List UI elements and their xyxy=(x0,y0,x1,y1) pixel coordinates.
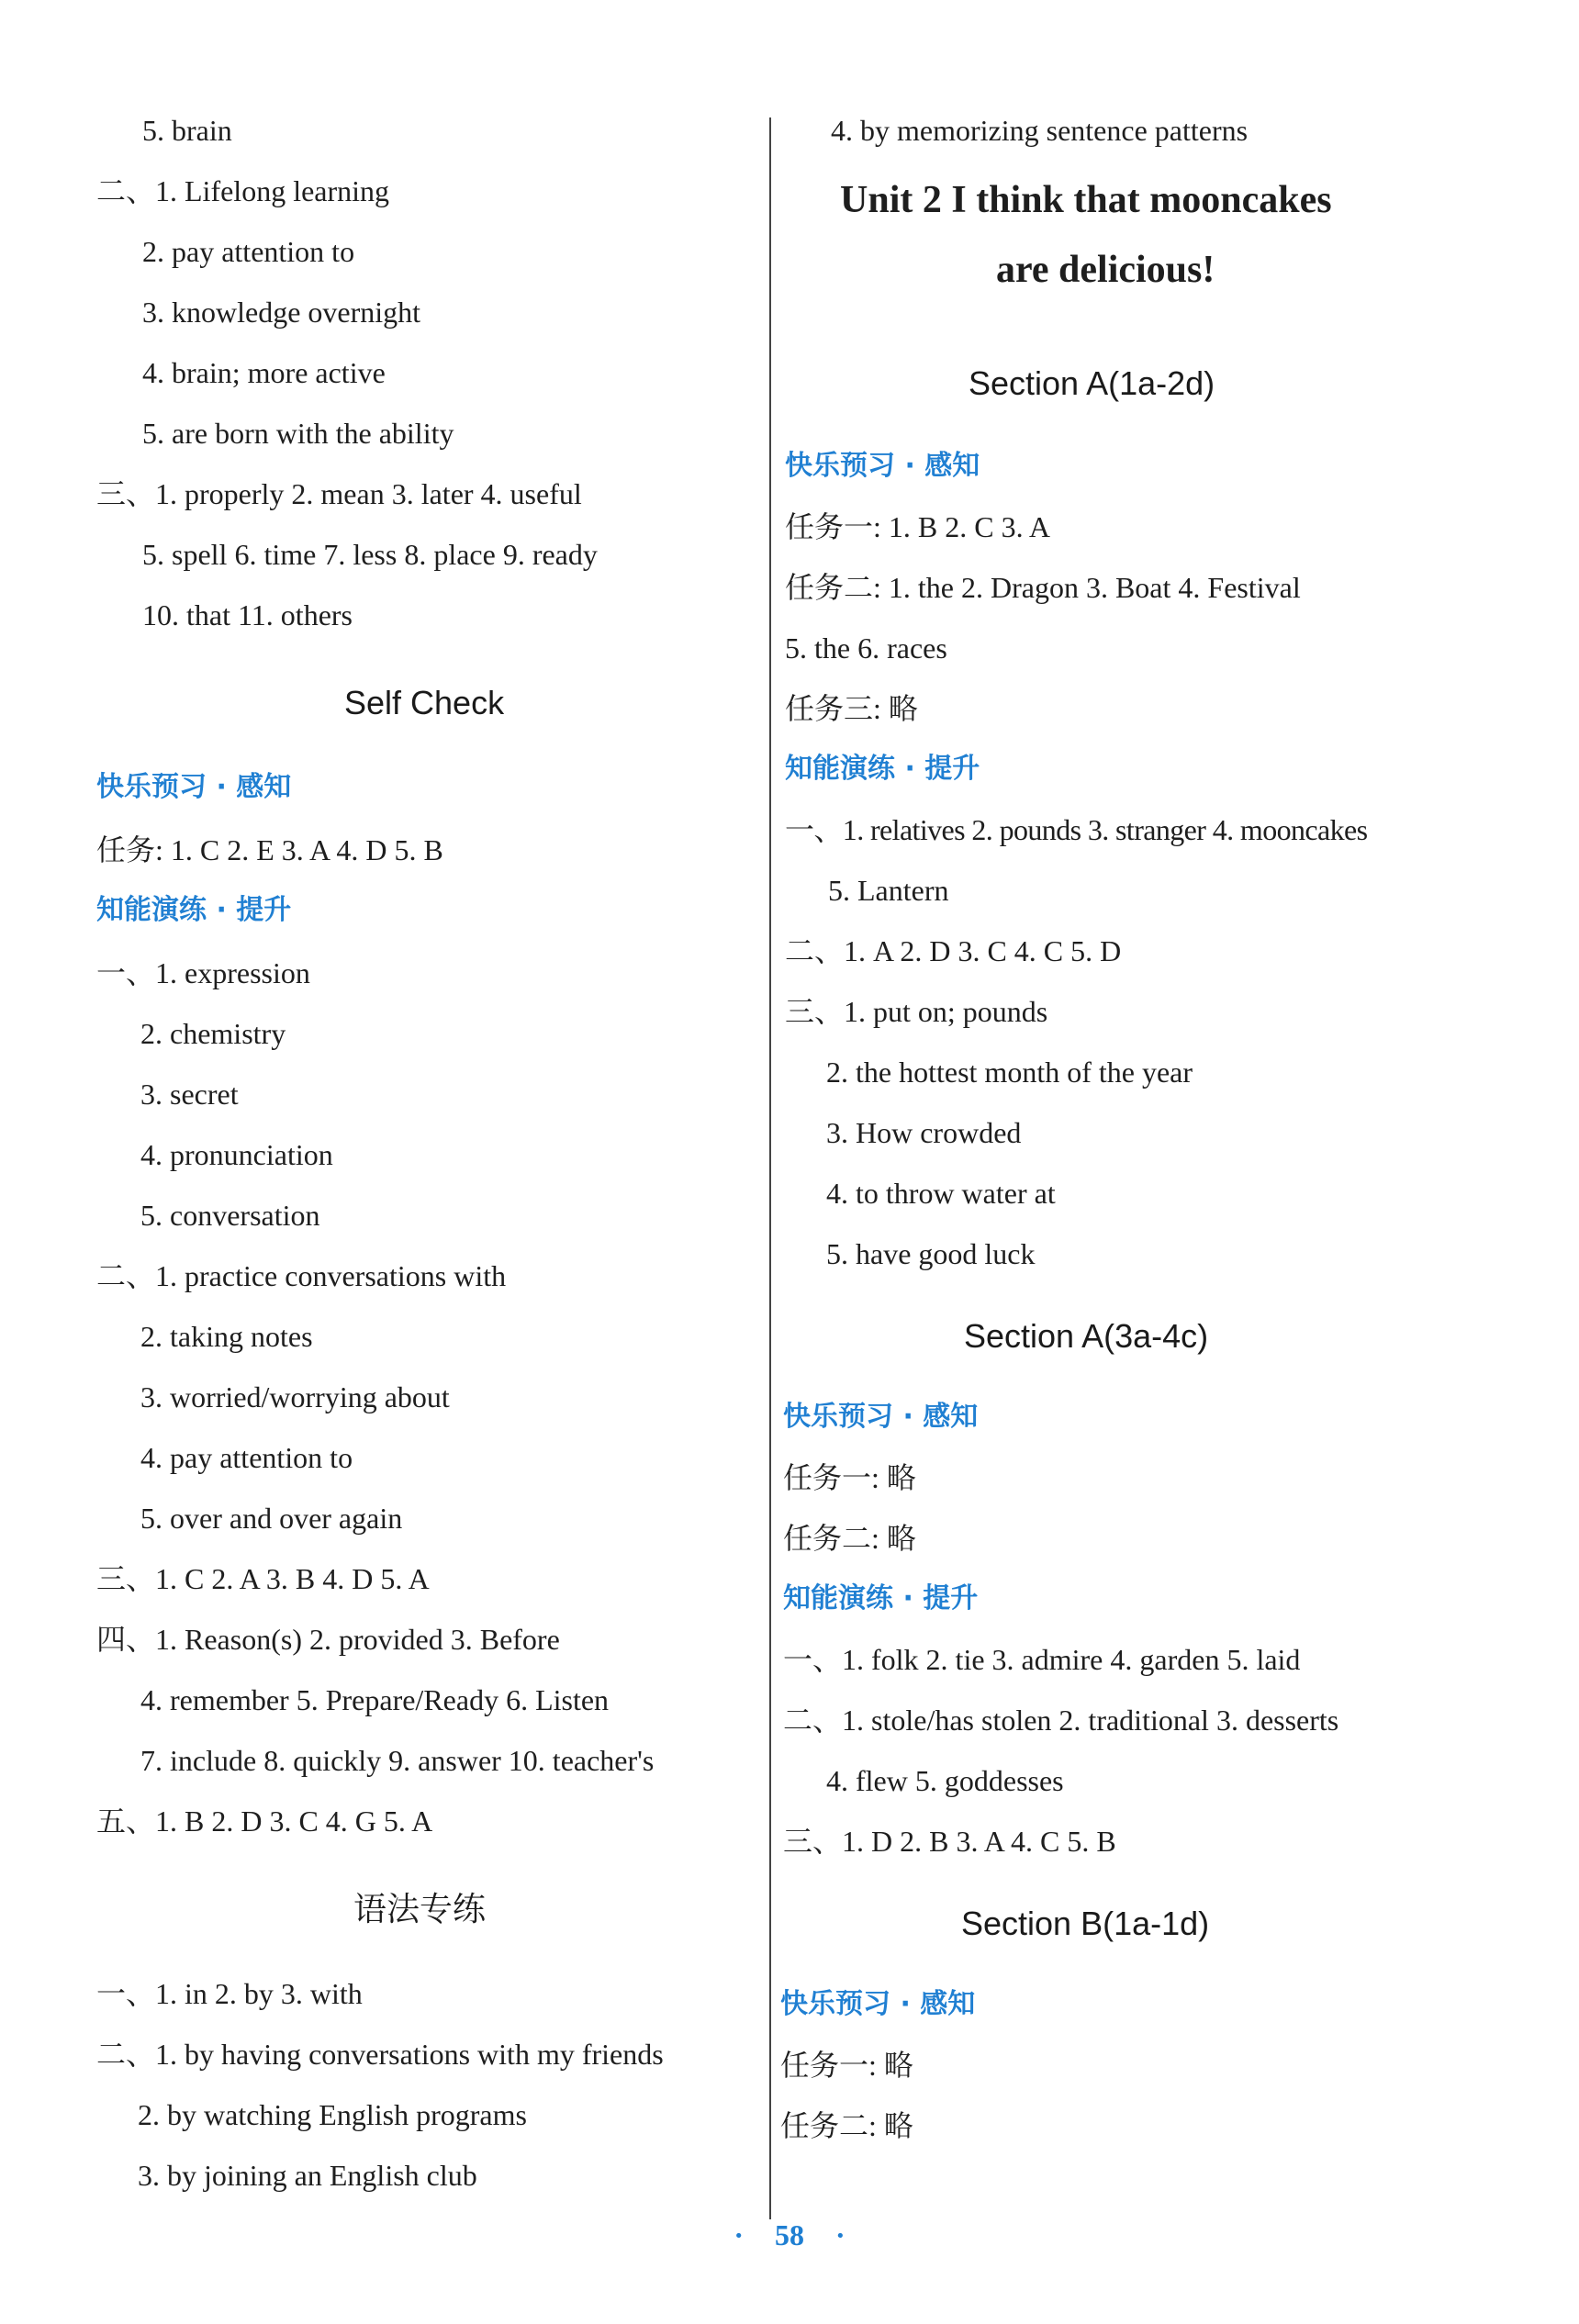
section-heading-self-check: Self Check xyxy=(344,684,505,721)
answer-line: 五、1. B 2. D 3. C 4. G 5. A xyxy=(96,1804,433,1838)
column-divider xyxy=(769,117,771,2219)
answer-line: 5. Lantern xyxy=(828,874,949,907)
answer-line: 二、1. by having conversations with my friends xyxy=(96,2038,664,2071)
answer-line: 任务一: 略 xyxy=(783,1461,916,1494)
answer-line: 三、1. C 2. A 3. B 4. D 5. A xyxy=(96,1562,430,1595)
answer-line: 3. How crowded xyxy=(826,1116,1022,1149)
subsection-heading-preview: 快乐预习 · 感知 xyxy=(783,1401,979,1433)
section-heading: Section A(3a-4c) xyxy=(964,1317,1209,1355)
answer-line: 5. spell 6. time 7. less 8. place 9. ready xyxy=(142,538,598,571)
answer-line: 二、1. practice conversations with xyxy=(96,1259,507,1292)
answer-line: 一、1. folk 2. tie 3. admire 4. garden 5. laid xyxy=(783,1643,1301,1676)
answer-line: 一、1. expression xyxy=(96,956,310,989)
answer-line: 二、1. A 2. D 3. C 4. C 5. D xyxy=(785,934,1122,967)
answer-line: 4. flew 5. goddesses xyxy=(826,1764,1064,1797)
answer-line: 3. worried/worrying about xyxy=(140,1380,450,1413)
subsection-heading-preview: 快乐预习 · 感知 xyxy=(780,1988,976,2020)
section-heading-grammar: 语法专练 xyxy=(353,1890,487,1927)
answer-line: 5. over and over again xyxy=(140,1502,403,1535)
answer-line: 7. include 8. quickly 9. answer 10. teacher's xyxy=(140,1744,655,1777)
answer-line: 三、1. D 2. B 3. A 4. C 5. B xyxy=(783,1825,1116,1858)
answer-line: 任务三: 略 xyxy=(785,692,918,725)
answer-line: 2. pay attention to xyxy=(142,235,355,268)
answer-line: 2. taking notes xyxy=(140,1320,313,1353)
answer-line: 四、1. Reason(s) 2. provided 3. Before xyxy=(96,1623,560,1656)
answer-line: 4. brain; more active xyxy=(142,356,386,389)
answer-line: 4. by memorizing sentence patterns xyxy=(831,114,1249,147)
answer-line: 5. conversation xyxy=(140,1199,320,1232)
answer-line: 一、1. relatives 2. pounds 3. stranger 4. mooncakes xyxy=(785,813,1368,846)
answer-line: 3. secret xyxy=(140,1078,239,1111)
subsection-heading-practice: 知能演练 · 提升 xyxy=(96,894,292,926)
answer-line: 3. knowledge overnight xyxy=(142,296,421,329)
answer-line: 2. by watching English programs xyxy=(138,2098,527,2131)
unit-title-line-2: are delicious! xyxy=(996,249,1215,291)
answer-line: 任务二: 略 xyxy=(780,2109,913,2142)
subsection-heading-practice: 知能演练 · 提升 xyxy=(783,1582,979,1615)
answer-line: 任务: 1. C 2. E 3. A 4. D 5. B xyxy=(96,833,443,866)
answer-line: 3. by joining an English club xyxy=(138,2159,477,2192)
footer-dot: · xyxy=(835,2218,845,2251)
answer-line: 任务二: 略 xyxy=(783,1522,916,1555)
answer-line: 4. pronunciation xyxy=(140,1138,333,1171)
answer-line: 任务二: 1. the 2. Dragon 3. Boat 4. Festival xyxy=(785,571,1301,604)
answer-line: 5. the 6. races xyxy=(785,631,947,665)
section-heading: Section B(1a-1d) xyxy=(961,1905,1210,1942)
footer-dot: · xyxy=(734,2218,744,2251)
unit-title-line-1: Unit 2 I think that mooncakes xyxy=(840,179,1332,221)
answer-line: 4. pay attention to xyxy=(140,1441,353,1474)
answer-line: 2. the hottest month of the year xyxy=(826,1056,1193,1089)
answer-line: 任务一: 略 xyxy=(780,2049,913,2082)
answer-line: 4. to throw water at xyxy=(826,1177,1056,1210)
answer-line: 二、1. stole/has stolen 2. traditional 3. desserts xyxy=(783,1704,1339,1737)
answer-line: 二、1. Lifelong learning xyxy=(96,174,390,207)
subsection-heading-preview: 快乐预习 · 感知 xyxy=(785,450,980,482)
answer-line: 三、1. put on; pounds xyxy=(785,995,1048,1028)
answer-line: 10. that 11. others xyxy=(142,598,353,631)
section-heading: Section A(1a-2d) xyxy=(969,364,1215,402)
subsection-heading-preview: 快乐预习 · 感知 xyxy=(96,771,292,803)
answer-line: 2. chemistry xyxy=(140,1017,286,1050)
answer-line: 5. have good luck xyxy=(826,1237,1036,1270)
answer-line: 4. remember 5. Prepare/Ready 6. Listen xyxy=(140,1683,610,1716)
answer-line: 任务一: 1. B 2. C 3. A xyxy=(785,510,1050,543)
page-footer xyxy=(0,2217,1579,2253)
answer-line: 三、1. properly 2. mean 3. later 4. useful xyxy=(96,477,582,510)
page-number: 58 xyxy=(775,2218,804,2251)
subsection-heading-practice: 知能演练 · 提升 xyxy=(785,753,980,785)
answer-line: 5. are born with the ability xyxy=(142,417,454,450)
answer-line: 一、1. in 2. by 3. with xyxy=(96,1977,363,2010)
answer-line: 5. brain xyxy=(142,114,232,147)
